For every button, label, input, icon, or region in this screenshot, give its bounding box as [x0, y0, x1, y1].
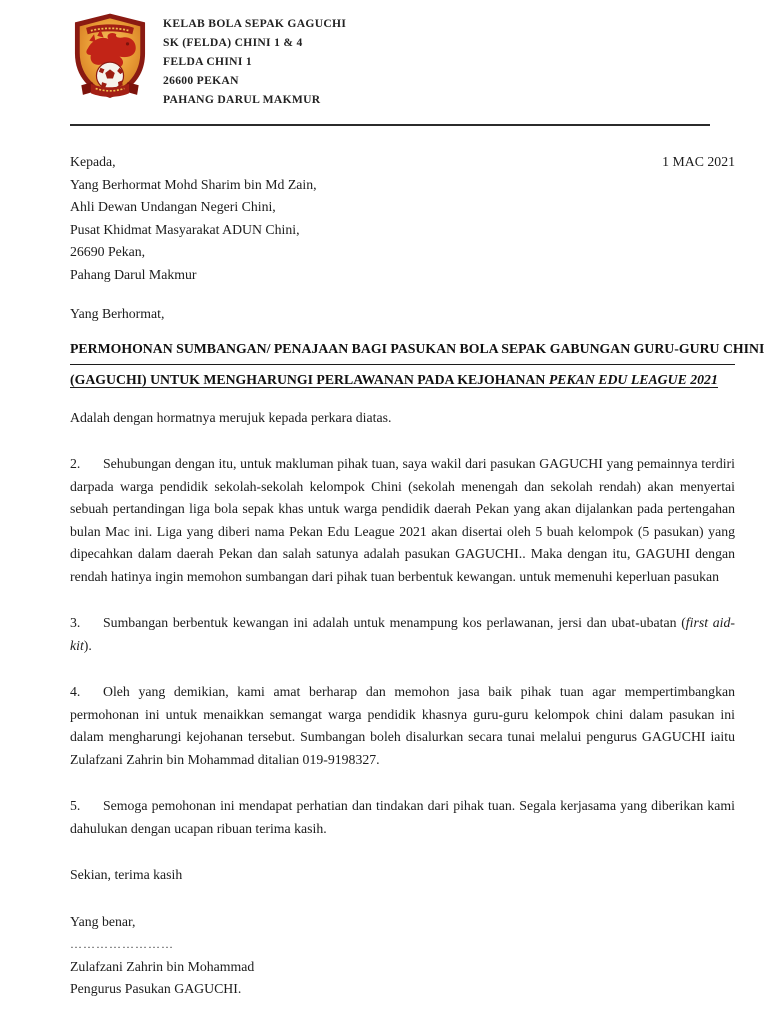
first-aid-kit-italic: first aid-kit — [70, 615, 735, 653]
signer-name: Zulafzani Zahrin bin Mohammad — [70, 958, 255, 974]
salutation: Kepada, — [70, 154, 116, 169]
crest-football — [96, 62, 123, 89]
recipient-line: Pusat Khidmat Masyarakat ADUN Chini, — [70, 221, 300, 237]
paragraph-5 — [70, 795, 735, 840]
closing-thanks: Sekian, terima kasih — [70, 867, 183, 882]
letterhead-divider — [70, 124, 710, 126]
letterhead-address-line: FELDA CHINI 1 — [163, 55, 252, 68]
subject-title — [70, 334, 765, 395]
letterhead-text — [163, 12, 346, 109]
letterhead-address-line: PAHANG DARUL MAKMUR — [163, 93, 321, 106]
paragraph-number: 3. — [70, 615, 81, 630]
paragraph-number: 4. — [70, 684, 81, 699]
greeting: Yang Berhormat, — [70, 306, 165, 321]
letter-date: 1 MAC 2021 — [662, 154, 735, 169]
recipient-address — [70, 174, 735, 287]
signature-block — [70, 933, 735, 1001]
signer-title: Pengurus Pasukan GAGUCHI. — [70, 981, 242, 996]
recipient-line: 26690 Pekan, — [70, 244, 146, 259]
paragraph-2 — [70, 453, 735, 588]
paragraph-text: Semoga pemohonan ini mendapat perhatian dan tindakan dari pihak tuan. Segala kerjasama yang diberikan kami dahulukan dengan ucapan ribuan terima kasih. — [70, 798, 735, 836]
paragraph-number: 5. — [70, 798, 81, 813]
letterhead-address-line: SK (FELDA) CHINI 1 & 4 — [163, 36, 303, 49]
paragraph-text: Oleh yang demikian, kami amat berharap dan memohon jasa baik pihak tuan agar mempertimbangkan permohonan ini untuk menaikkan semangat warga pendidik khasnya guru-guru kelompok chini dalam pasukan ini dalam mengharungi kejohanan tersebut. Sumbangan boleh disalurkan secara tunai melalui pengurus GAGUCHI iaitu Zulafzani Zahrin bin Mohammad ditalian 019-9198327. — [70, 684, 735, 767]
closing-yours-truly: Yang benar, — [70, 913, 136, 929]
paragraph-number: 2. — [70, 456, 81, 471]
recipient-line: Ahli Dewan Undangan Negeri Chini, — [70, 199, 276, 214]
subject-line-2: (GAGUCHI) UNTUK MENGHARUNGI PERLAWANAN PADA KEJOHANAN PEKAN EDU LEAGUE 2021 — [70, 371, 718, 387]
club-name: KELAB BOLA SEPAK GAGUCHI — [163, 17, 347, 30]
intro-line: Adalah dengan hormatnya merujuk kepada perkara diatas. — [70, 409, 392, 425]
recipient-line: Pahang Darul Makmur — [70, 266, 197, 282]
paragraph-3 — [70, 612, 735, 657]
paragraph-4 — [70, 681, 735, 771]
subject-line-1: PERMOHONAN SUMBANGAN/ PENAJAAN BAGI PASUKAN BOLA SEPAK GABUNGAN GURU-GURU CHINI — [70, 334, 735, 365]
salutation-date-row — [70, 151, 735, 174]
paragraph-text: Sumbangan berbentuk kewangan ini adalah untuk menampung kos perlawanan, jersi dan ubat-ubatan (first aid-kit). — [70, 615, 735, 653]
club-crest-logo — [70, 12, 150, 106]
letterhead-address-line: 26600 PEKAN — [163, 74, 239, 87]
subject-event-name: PEKAN EDU LEAGUE 2021 — [548, 371, 718, 387]
recipient-line: Yang Berhormat Mohd Sharim bin Md Zain, — [70, 176, 317, 192]
paragraph-text: Sehubungan dengan itu, untuk makluman pihak tuan, saya wakil dari pasukan GAGUCHI yang pemainnya terdiri darpada warga pendidik sekolah-sekolah kelompok Chini (sekolah menengah dan sekolah rendah) akan menyertai sebuah pertandingan liga bola sepak khas untuk warga pendidik daerah Pekan yang akan dijalankan pada pertengahan bulan Mac ini. Liga yang diberi nama Pekan Edu League 2021 akan disertai oleh 5 buah kelompok (5 pasukan) yang dipecahkan dalam daerah Pekan dan salah satunya adalah pasukan GAGUCHI.. Maka dengan itu, GAGUHI dengan rendah hatinya ingin memohon sumbangan dari pihak tuan berbentuk kewangan. untuk memenuhi keperluan pasukan — [70, 456, 735, 584]
signature-dotted-line: …………………… — [70, 937, 174, 951]
letterhead — [70, 12, 735, 109]
